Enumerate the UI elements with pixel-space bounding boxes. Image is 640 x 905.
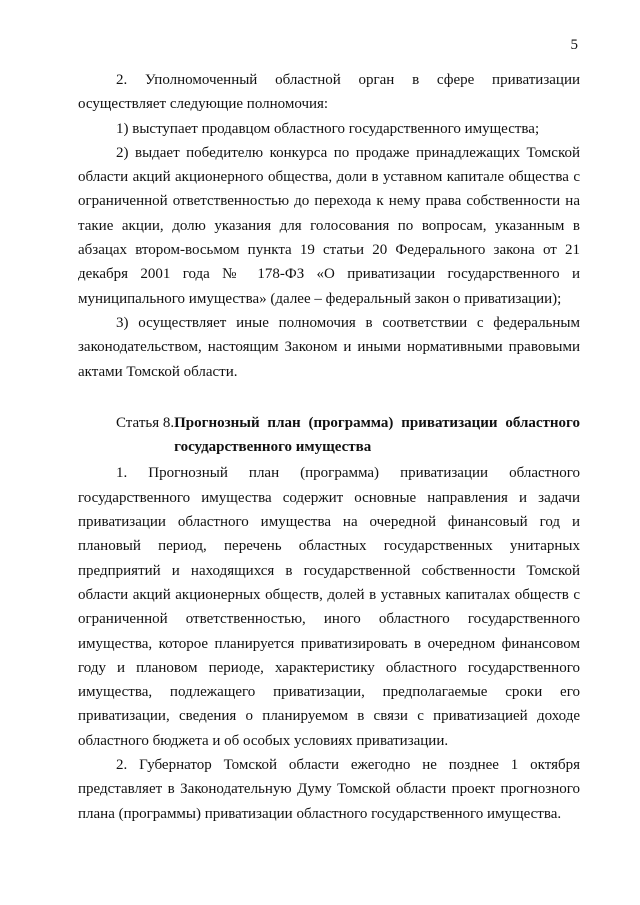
article-8-title: Прогнозный план (программа) приватизации областного государственного имущества (174, 414, 580, 456)
article-8-heading (78, 411, 580, 460)
section-2-intro: 2. Уполномоченный областной орган в сфере приватизации осуществляет следующие полномочия: (78, 72, 580, 113)
section-2-item-1: 1) выступает продавцом областного государственного имущества; (116, 120, 540, 137)
section-2-item-2: 2) выдает победителю конкурса по продаже принадлежащих Томской области акций акционерного общества, доли в уставном капитале общества с ограниченной ответственностью до перехода к нему права собственности на такие акции, долю указания для голосования по вопросам, указанным в абзацах втором-восьмом пункта 19 статьи 20 Федерального закона от 21 декабря 2001 года № 178-ФЗ «О приватизации государственного и муниципального имущества» (далее – федеральный закон о приватизации); (78, 144, 580, 307)
section-2-item-3: 3) осуществляет иные полномочия в соответствии с федеральным законодательством, настоящим Законом и иными нормативными правовыми актами Томской области. (78, 314, 580, 380)
article-8-paragraph-2: 2. Губернатор Томской области ежегодно не позднее 1 октября представляет в Законодательную Думу Томской области проект прогнозного плана (программы) приватизации областного государственного имущества. (78, 757, 580, 822)
document-body (78, 68, 580, 826)
article-8-label: Статья 8. (116, 414, 175, 431)
article-8-paragraph-1: 1. Прогнозный план (программа) приватизации областного государственного имущества содержит основные направления и задачи приватизации областного имущества на очередной финансовый год и плановый период, перечень областных государственных унитарных предприятий и находящихся в государственной собственности Томской области акций акционерных обществ, долей в уставных капиталах обществ с ограниченной ответственностью, иного областного государственного имущества, которое планируется приватизировать в очередном финансовом году и плановом периоде, характеристику областного государственного имущества, подлежащего приватизации, предполагаемые сроки его приватизации, сведения о планируемом в связи с приватизацией доходе областного бюджета и об особых условиях приватизации. (78, 465, 580, 749)
page-number: 5 (570, 37, 578, 53)
